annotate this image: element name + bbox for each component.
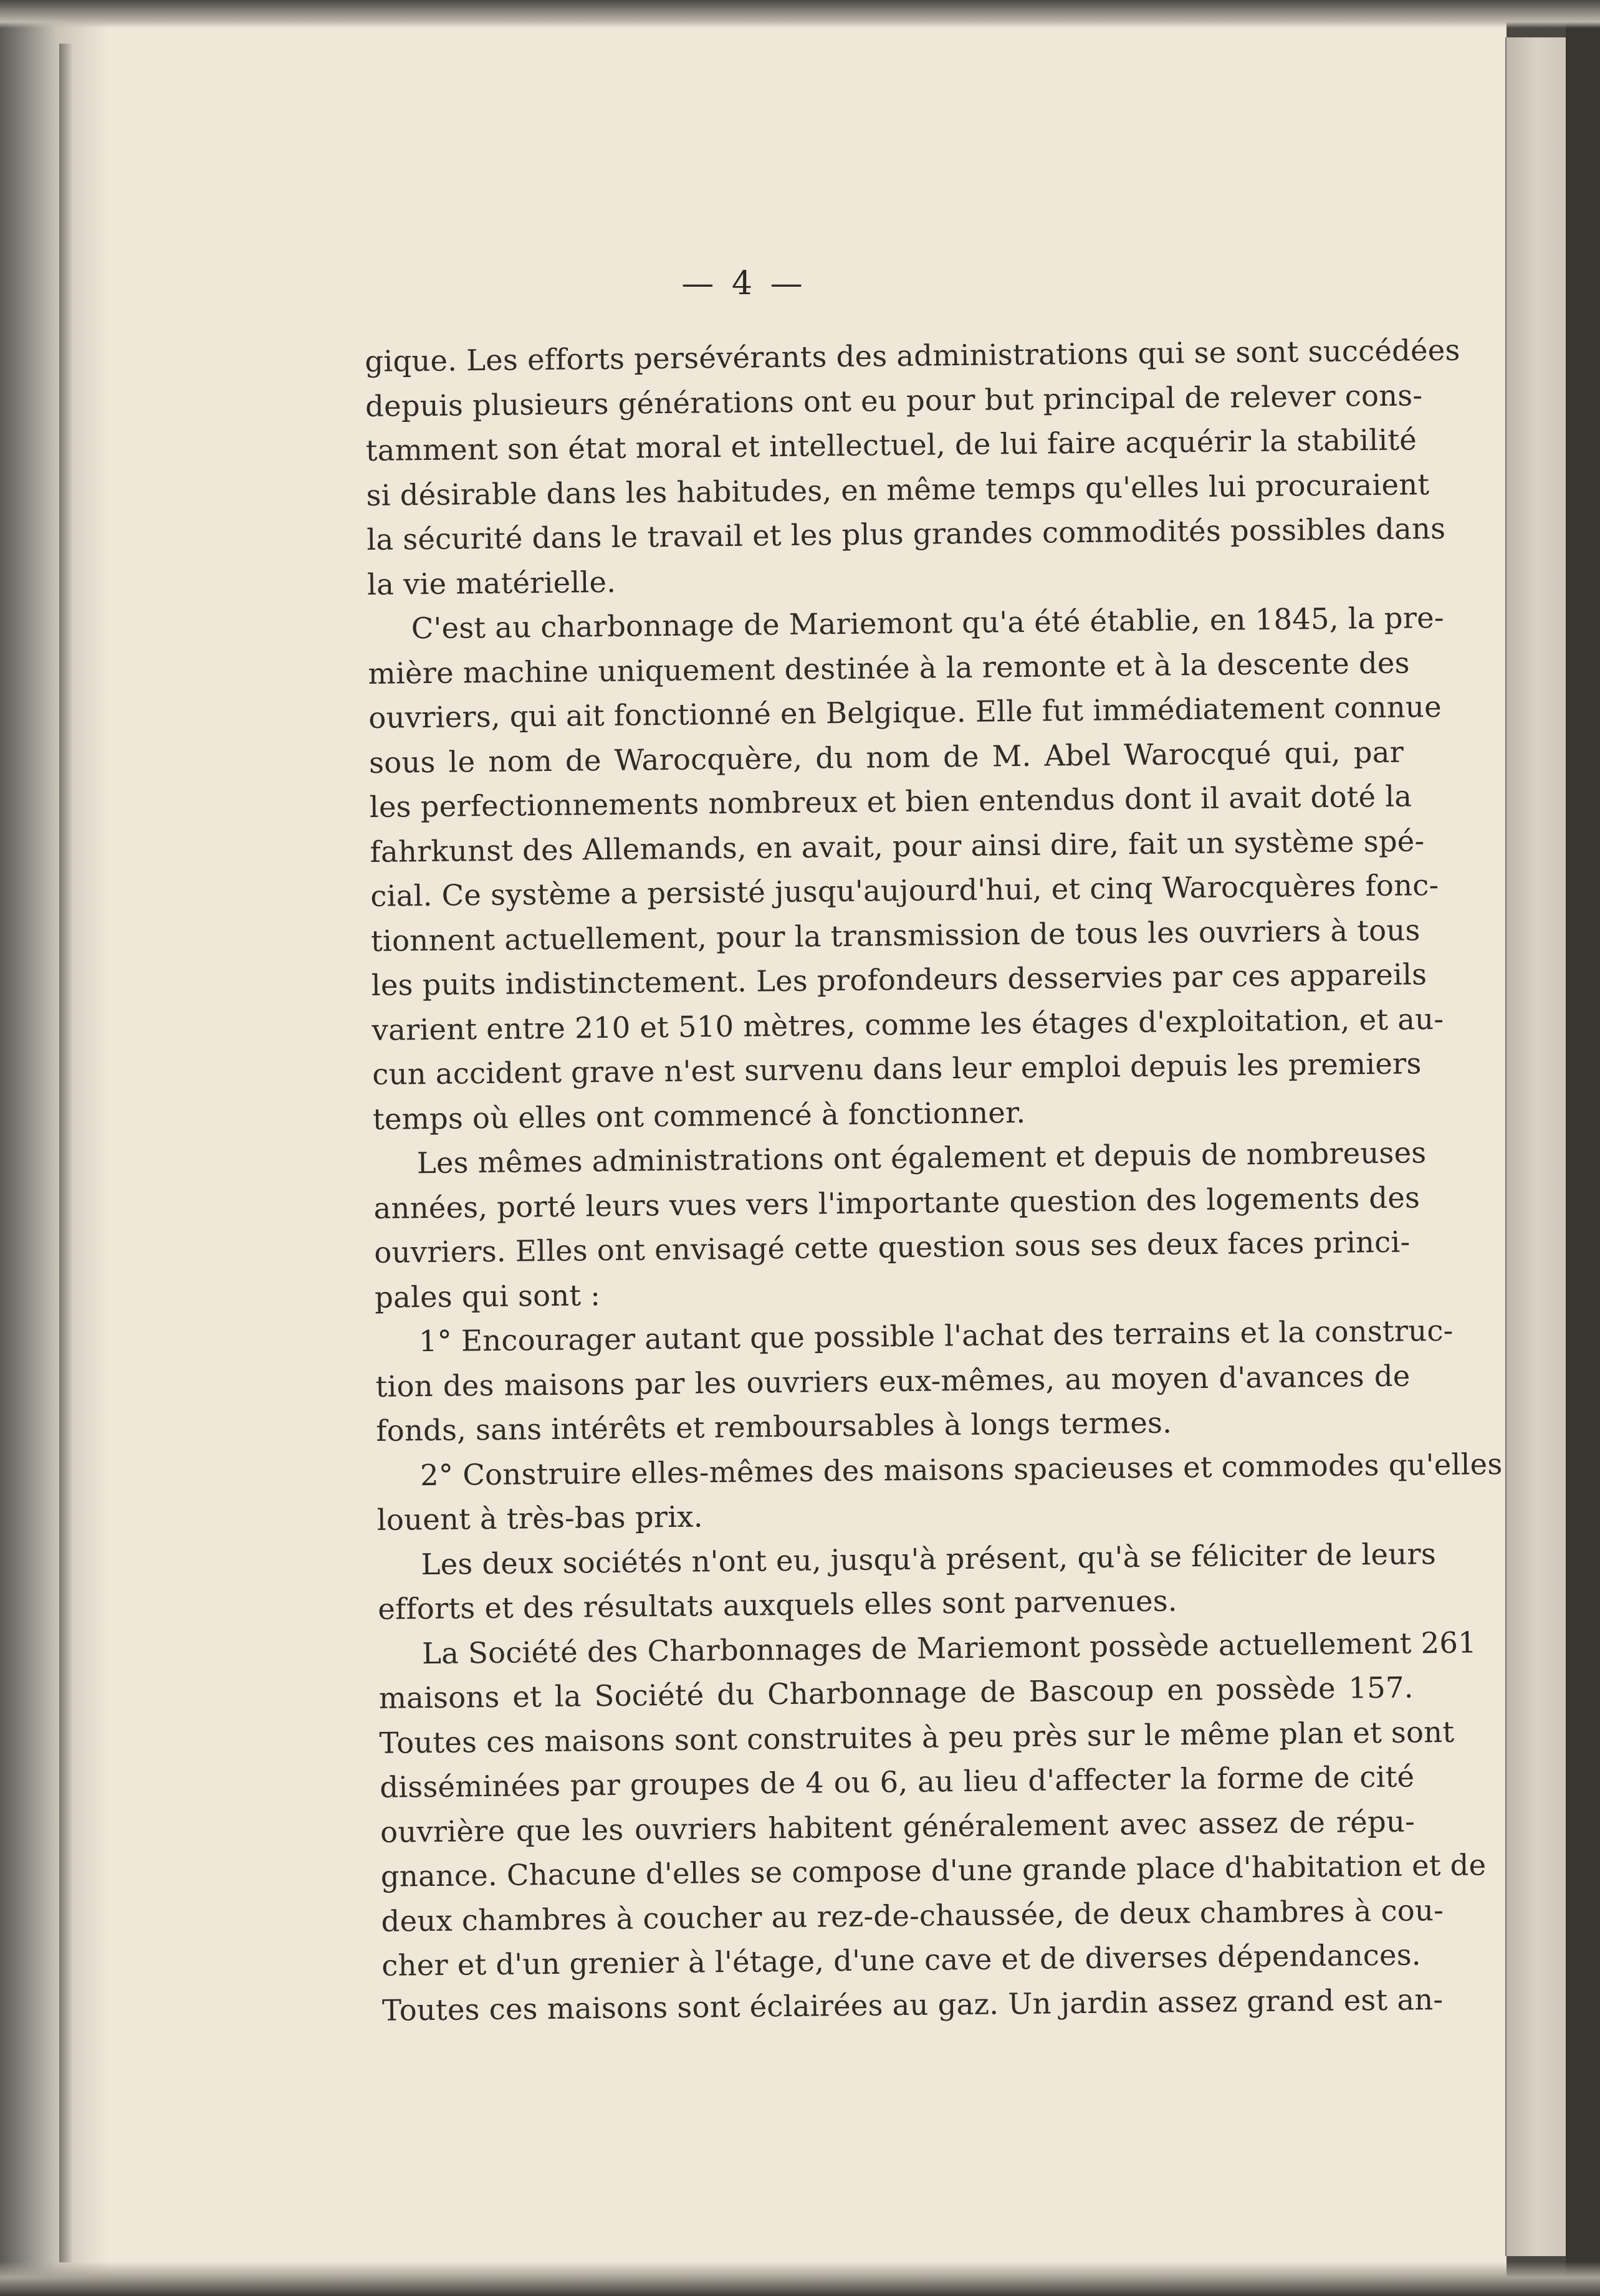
text-line: cun accident grave n'est survenu dans leur emploi depuis les premiers [372, 1046, 1422, 1091]
page-number: — 4 — [681, 265, 807, 302]
top-edge [0, 0, 1600, 28]
text-line: Toutes ces maisons sont construites à peu près sur le même plan et sont [379, 1715, 1455, 1760]
text-line: la vie matérielle. [366, 565, 616, 601]
text-line: disséminées par groupes de 4 ou 6, au lieu d'affecter la forme de cité [380, 1759, 1415, 1804]
text-line: gnance. Chacune d'elles se compose d'une grande place d'habitation et de [380, 1848, 1487, 1893]
text-line: louent à très-bas prix. [376, 1500, 703, 1537]
text-line: 2° Construire elles-mêmes des maisons spacieuses et commodes qu'elles [419, 1447, 1503, 1492]
text-line: depuis plusieurs générations ont eu pour but principal de relever cons- [365, 378, 1423, 423]
binding-edge [0, 0, 109, 2296]
text-line: sous le nom de Warocquère, du nom de M. Abel Warocqué qui, par [368, 735, 1404, 780]
text-line: Les deux sociétés n'ont eu, jusqu'à présent, qu'à se féliciter de leurs [421, 1536, 1437, 1581]
text-line: gique. Les efforts persévérants des administrations qui se sont succédées [365, 333, 1460, 378]
text-line: les puits indistinctement. Les profondeurs desservies par ces appareils [371, 957, 1427, 1002]
text-line: deux chambres à coucher au rez-de-chaussée, de deux chambres à cou- [381, 1893, 1444, 1938]
next-page-edge [1505, 37, 1566, 2256]
text-line: maisons et la Société du Charbonnage de Bascoup en possède 157. [378, 1670, 1414, 1715]
bottom-edge [0, 2262, 1600, 2296]
text-line: la sécurité dans le travail et les plus grandes commodités possibles dans [366, 511, 1446, 557]
text-line: 1° Encourager autant que possible l'achat des terrains et la construc- [418, 1313, 1454, 1359]
text-line: ouvrière que les ouvriers habitent généralement avec assez de répu- [380, 1804, 1416, 1849]
text-line: temps où elles ont commencé à fonctionner. [372, 1095, 1026, 1136]
text-line: mière machine uniquement destinée à la remonte et à la descente des [368, 645, 1410, 691]
text-line: varient entre 210 et 510 mètres, comme les étages d'exploitation, et au- [371, 1002, 1444, 1047]
body-text [365, 329, 1503, 2033]
text-line: La Société des Charbonnages de Mariemont possède actuellement 261 [421, 1625, 1477, 1670]
text-line: ouvriers. Elles ont envisagé cette question sous ses deux faces princi- [374, 1225, 1411, 1270]
text-line: C'est au charbonnage de Mariemont qu'a été établie, en 1845, la pre- [411, 600, 1445, 646]
text-line: tion des maisons par les ouvriers eux-mêmes, au moyen d'avances de [375, 1359, 1411, 1404]
text-line: pales qui sont : [374, 1278, 601, 1314]
text-line: efforts et des résultats auxquels elles sont parvenues. [378, 1584, 1178, 1626]
text-line: Les mêmes administrations ont également et depuis de nombreuses [416, 1136, 1427, 1180]
text-line: cher et d'un grenier à l'étage, d'une cave et de diverses dépendances. [381, 1938, 1422, 1983]
text-line: les perfectionnements nombreux et bien entendus dont il avait doté la [369, 779, 1412, 824]
text-line: années, porté leurs vues vers l'importante question des logements des [373, 1180, 1420, 1225]
binding-shadow [59, 44, 72, 2262]
scanner-background [1566, 0, 1600, 2296]
text-line: Toutes ces maisons sont éclairées au gaz. Un jardin assez grand est an- [381, 1982, 1444, 2027]
text-line: fahrkunst des Allemands, en avait, pour ainsi dire, fait un système spé- [370, 823, 1425, 869]
text-line: ouvriers, qui ait fonctionné en Belgique. Elle fut immédiatement connue [368, 689, 1442, 735]
text-line: cial. Ce système a persisté jusqu'aujourd'hui, et cinq Warocquères fonc- [370, 868, 1439, 913]
text-line: fonds, sans intérêts et remboursables à longs termes. [376, 1405, 1172, 1448]
text-line: si désirable dans les habitudes, en même temps qu'elles lui procuraient [366, 467, 1430, 512]
text-line: tamment son état moral et intellectuel, de lui faire acquérir la stabilité [365, 423, 1417, 467]
text-line: tionnent actuellement, pour la transmission de tous les ouvriers à tous [370, 912, 1420, 958]
